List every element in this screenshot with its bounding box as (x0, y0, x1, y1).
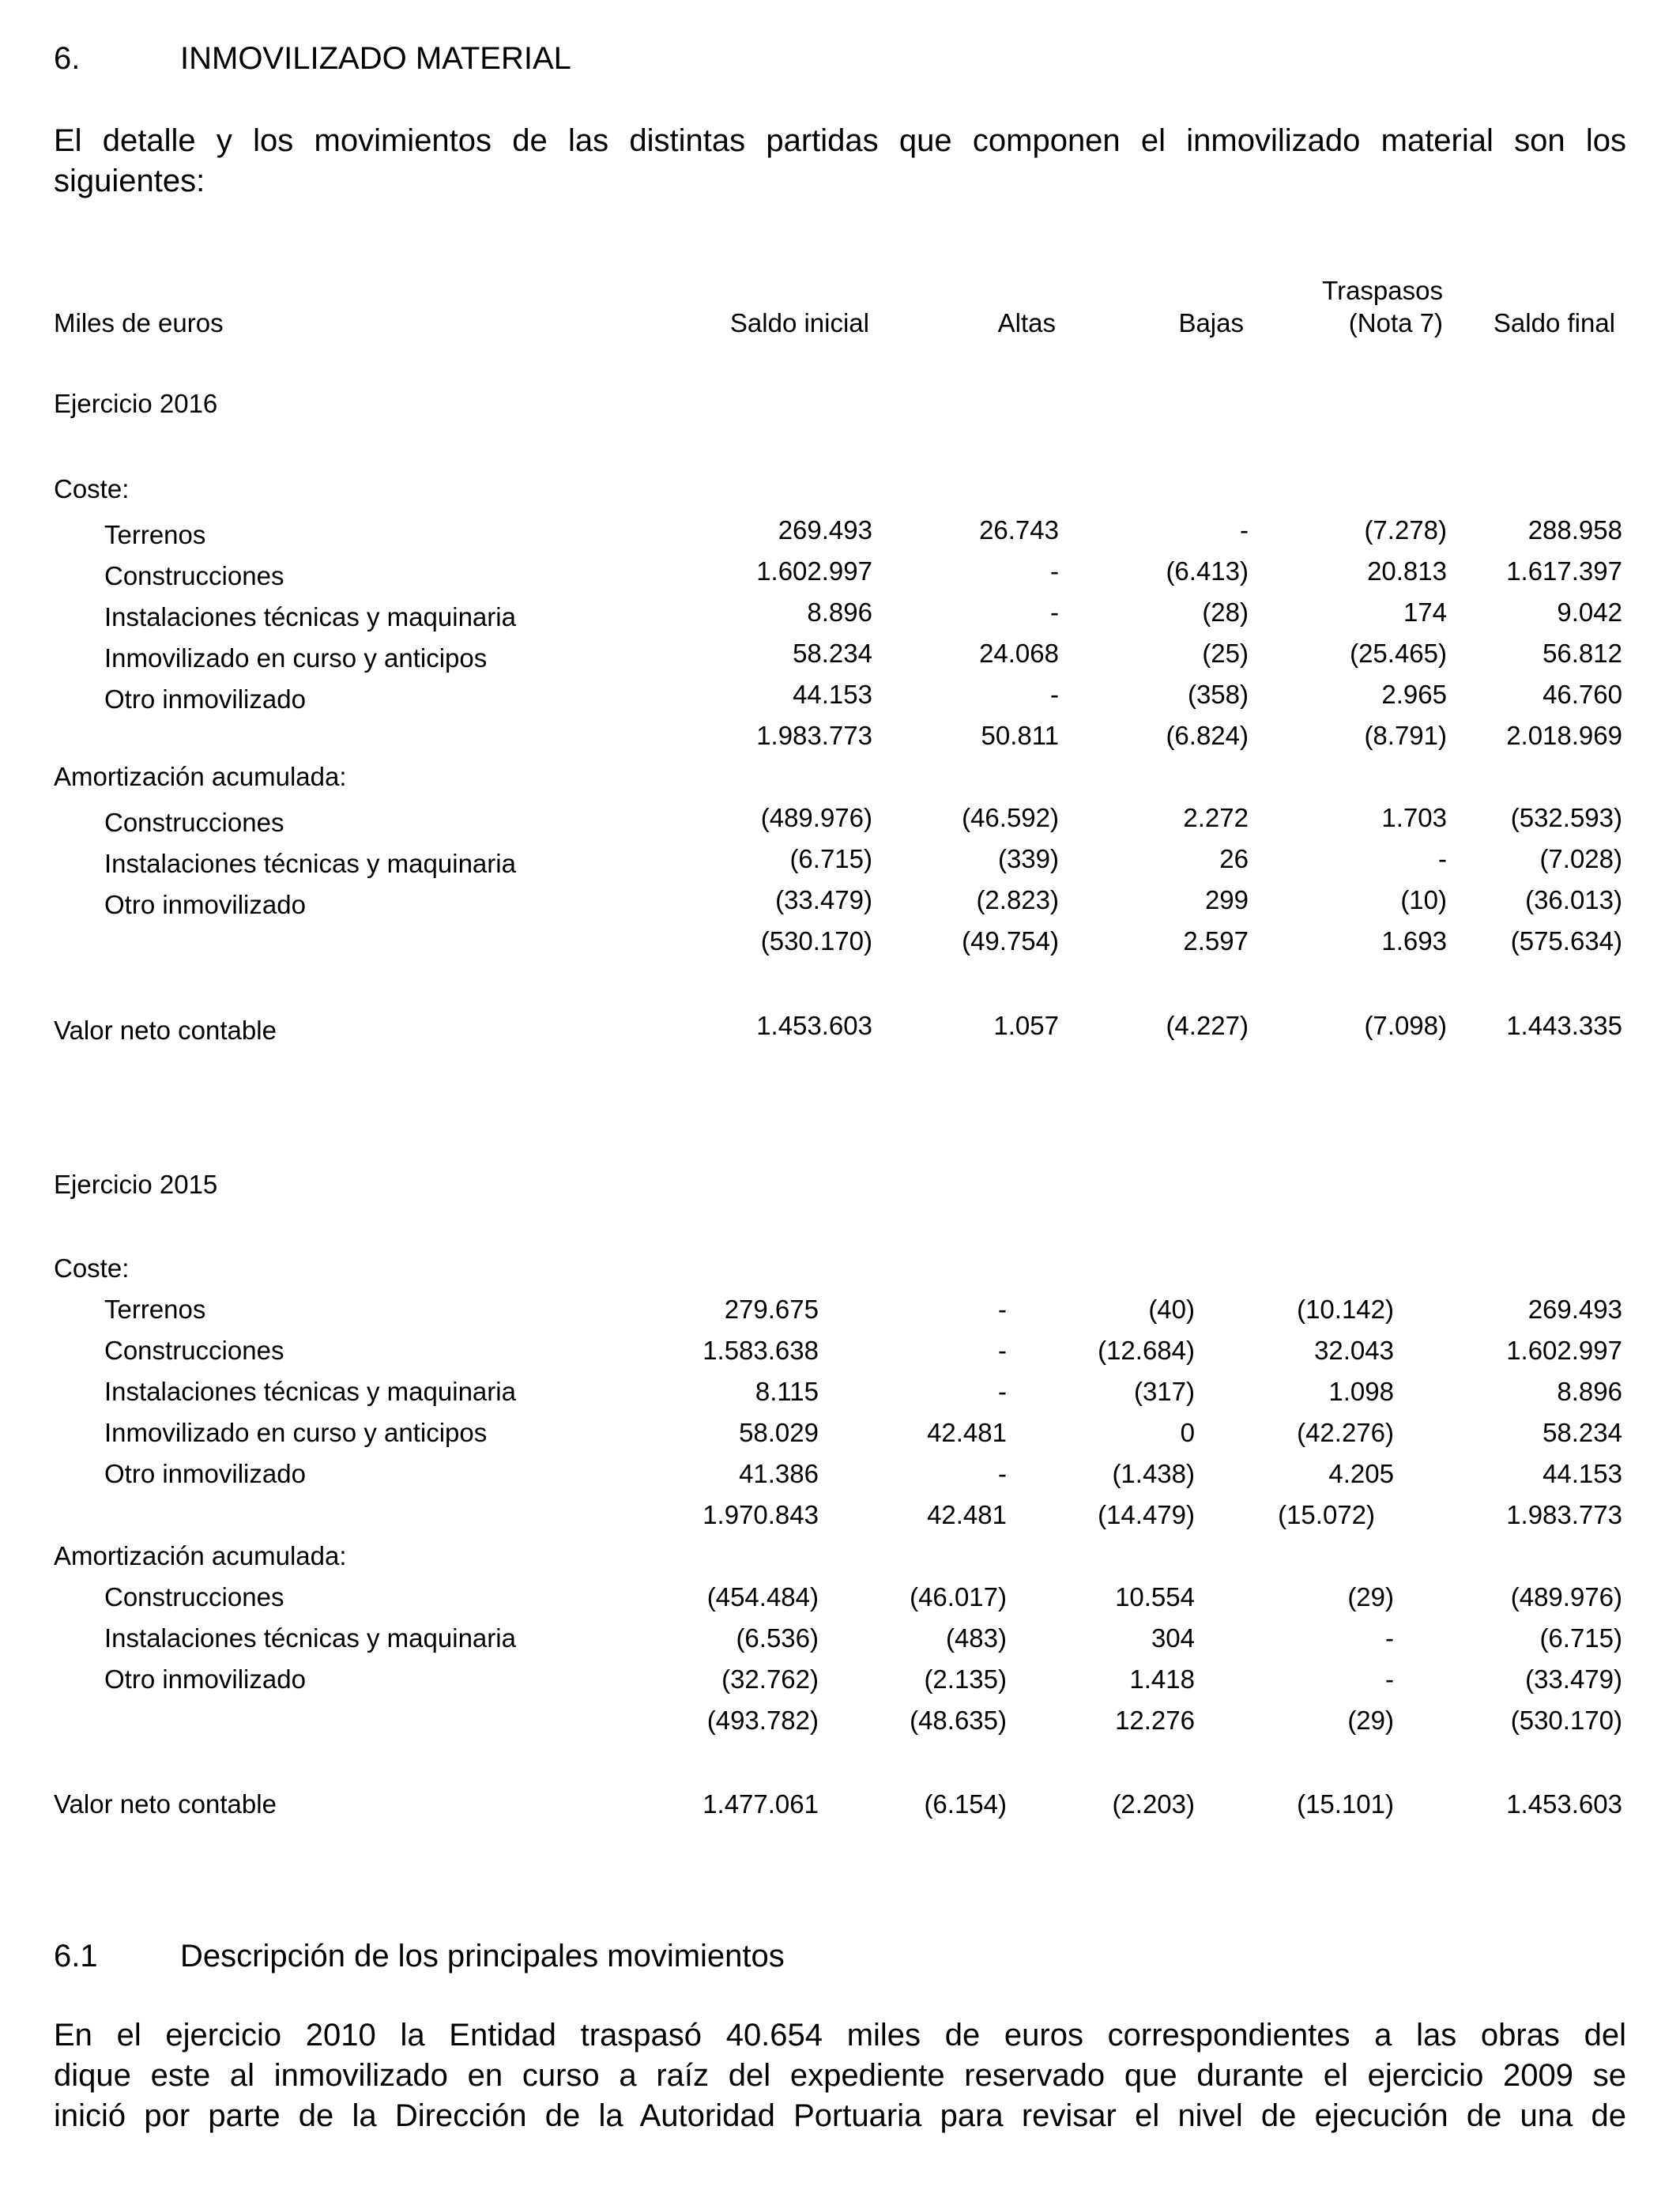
section-number: 6. (54, 41, 81, 76)
row-construcciones-label: Construcciones (104, 561, 284, 590)
row-amort-instalaciones-label: Instalaciones técnicas y maquinaria (104, 849, 516, 878)
row-terrenos-value: (7.278) (1364, 515, 1447, 545)
unit-label: Miles de euros (54, 308, 224, 337)
header-traspasos: Traspasos (1322, 276, 1443, 305)
row-amort-instalaciones-label: Instalaciones técnicas y maquinaria (104, 1623, 516, 1653)
row-otro-inmovilizado-label: Otro inmovilizado (104, 684, 306, 714)
row-instalaciones-value: 9.042 (1557, 598, 1622, 627)
row-construcciones-value: 1.617.397 (1506, 556, 1622, 586)
row-amort-instalaciones-value: - (1438, 844, 1447, 873)
row-amort-instalaciones-value: (7.028) (1539, 844, 1622, 873)
neto-value: (2.203) (1112, 1789, 1195, 1819)
amort-total-value: 12.276 (1115, 1706, 1195, 1735)
intro-line: siguientes: (54, 164, 205, 198)
row-terrenos-value: 279.675 (724, 1295, 819, 1324)
coste-total-value: 2.018.969 (1506, 721, 1622, 750)
row-construcciones-value: (6.413) (1166, 556, 1249, 586)
neto-value: (15.101) (1297, 1789, 1394, 1819)
header-saldo-final: Saldo final (1493, 308, 1615, 337)
row-inmovilizado-curso-value: (25) (1202, 639, 1249, 668)
row-terrenos-value: - (998, 1295, 1007, 1324)
neto-value: (7.098) (1364, 1011, 1447, 1040)
row-amort-otro-label: Otro inmovilizado (104, 1664, 306, 1694)
row-amort-construcciones-value: 2.272 (1183, 803, 1249, 832)
row-amort-otro-value: (2.135) (924, 1664, 1007, 1694)
row-construcciones-value: - (1050, 556, 1059, 586)
row-otro-inmovilizado-value: 44.153 (793, 680, 872, 709)
row-amort-instalaciones-value: - (1385, 1623, 1394, 1653)
header-bajas: Bajas (1178, 308, 1244, 337)
row-amort-construcciones-value: (489.976) (760, 803, 872, 832)
row-amort-otro-value: (2.823) (976, 885, 1059, 914)
neto-value: 1.453.603 (1506, 1789, 1622, 1819)
amortizacion-label: Amortización acumulada: (54, 1541, 347, 1570)
row-inmovilizado-curso-value: (25.465) (1350, 639, 1447, 668)
amort-total-value: (530.170) (1510, 1706, 1622, 1735)
row-amort-otro-value: - (1385, 1664, 1394, 1694)
row-instalaciones-value: 1.098 (1328, 1377, 1394, 1406)
row-otro-inmovilizado-value: 4.205 (1328, 1459, 1394, 1488)
row-construcciones-value: 1.602.997 (1506, 1336, 1622, 1365)
row-amort-instalaciones-value: 26 (1219, 844, 1249, 873)
amort-total-value: 2.597 (1183, 926, 1249, 956)
row-inmovilizado-curso-value: (42.276) (1297, 1418, 1394, 1447)
row-otro-inmovilizado-value: (358) (1187, 680, 1249, 709)
coste-total-value: (8.791) (1364, 721, 1447, 750)
row-construcciones-label: Construcciones (104, 1336, 284, 1365)
amort-total-value: (575.634) (1510, 926, 1622, 956)
row-instalaciones-value: 8.115 (755, 1377, 819, 1406)
row-terrenos-value: 26.743 (979, 515, 1059, 545)
row-inmovilizado-curso-value: 58.029 (739, 1418, 819, 1447)
row-terrenos-value: 269.493 (1527, 1295, 1622, 1324)
row-inmovilizado-curso-value: 58.234 (793, 639, 872, 668)
row-amort-otro-value: 1.418 (1129, 1664, 1195, 1694)
row-terrenos-value: 269.493 (778, 515, 872, 545)
header-altas: Altas (997, 308, 1056, 337)
neto-value: 1.453.603 (756, 1011, 872, 1040)
year-title: Ejercicio 2016 (54, 389, 218, 418)
coste-total-value: (6.824) (1166, 721, 1249, 750)
neto-value: 1.057 (993, 1011, 1059, 1040)
row-instalaciones-value: 174 (1403, 598, 1447, 627)
row-amort-construcciones-value: (454.484) (706, 1582, 819, 1612)
intro-line: El detalle y los movimientos de las distintas partidas que componen el inmovilizado material son los (54, 123, 1626, 158)
row-amort-otro-value: (33.479) (1525, 1664, 1622, 1694)
coste-total-value: (15.072) (1278, 1500, 1375, 1529)
row-amort-otro-value: (32.762) (721, 1664, 819, 1694)
amort-total-value: (530.170) (760, 926, 872, 956)
row-amort-instalaciones-value: (6.715) (1539, 1623, 1622, 1653)
row-construcciones-value: (12.684) (1098, 1336, 1195, 1365)
row-otro-inmovilizado-value: - (1050, 680, 1059, 709)
row-terrenos-label: Terrenos (104, 520, 206, 549)
subsection-title: Descripción de los principales movimientos (180, 1939, 785, 1973)
row-amort-construcciones-value: (489.976) (1510, 1582, 1622, 1612)
row-terrenos-label: Terrenos (104, 1295, 206, 1324)
row-amort-construcciones-label: Construcciones (104, 808, 284, 837)
row-amort-construcciones-value: 10.554 (1115, 1582, 1195, 1612)
neto-label: Valor neto contable (54, 1016, 277, 1045)
subsection-number: 6.1 (54, 1939, 98, 1973)
row-amort-otro-label: Otro inmovilizado (104, 890, 306, 919)
row-inmovilizado-curso-value: 42.481 (927, 1418, 1007, 1447)
closing-line: En el ejercicio 2010 la Entidad traspasó 40.654 miles de euros correspondientes a las obras del (54, 2018, 1626, 2053)
row-construcciones-value: 32.043 (1314, 1336, 1394, 1365)
closing-line: dique este al inmovilizado en curso a raíz del expediente reservado que durante el ejercicio 2009 se (54, 2058, 1626, 2093)
row-instalaciones-value: (317) (1133, 1377, 1195, 1406)
neto-value: (6.154) (924, 1789, 1007, 1819)
row-amort-otro-value: 299 (1204, 885, 1249, 914)
row-otro-inmovilizado-value: 2.965 (1381, 680, 1447, 709)
year-title: Ejercicio 2015 (54, 1170, 218, 1199)
row-otro-inmovilizado-label: Otro inmovilizado (104, 1459, 306, 1488)
row-amort-instalaciones-value: (483) (945, 1623, 1007, 1653)
row-construcciones-value: 1.583.638 (703, 1336, 819, 1365)
coste-label: Coste: (54, 474, 130, 503)
row-instalaciones-value: 8.896 (1557, 1377, 1622, 1406)
row-instalaciones-value: - (998, 1377, 1007, 1406)
row-amort-construcciones-value: (46.017) (910, 1582, 1007, 1612)
row-instalaciones-label: Instalaciones técnicas y maquinaria (104, 602, 516, 631)
row-terrenos-value: (40) (1148, 1295, 1195, 1324)
row-amort-construcciones-value: 1.703 (1381, 803, 1447, 832)
row-otro-inmovilizado-value: (1.438) (1112, 1459, 1195, 1488)
row-terrenos-value: - (1240, 515, 1249, 545)
header-saldo-inicial: Saldo inicial (729, 308, 869, 337)
row-construcciones-value: 20.813 (1367, 556, 1447, 586)
amort-total-value: (493.782) (706, 1706, 819, 1735)
neto-value: 1.443.335 (1506, 1011, 1622, 1040)
row-otro-inmovilizado-value: - (998, 1459, 1007, 1488)
row-amort-instalaciones-value: 304 (1151, 1623, 1195, 1653)
row-amort-otro-value: (36.013) (1525, 885, 1622, 914)
amortizacion-label: Amortización acumulada: (54, 762, 347, 791)
neto-label: Valor neto contable (54, 1789, 277, 1819)
row-otro-inmovilizado-value: 46.760 (1543, 680, 1622, 709)
row-amort-otro-value: (10) (1400, 885, 1447, 914)
row-amort-instalaciones-value: (6.715) (789, 844, 872, 873)
row-inmovilizado-curso-value: 0 (1180, 1418, 1195, 1447)
row-instalaciones-value: (28) (1202, 598, 1249, 627)
amort-total-value: (29) (1347, 1706, 1394, 1735)
row-terrenos-value: (10.142) (1297, 1295, 1394, 1324)
row-amort-construcciones-value: (46.592) (962, 803, 1059, 832)
neto-value: (4.227) (1166, 1011, 1249, 1040)
section-title: INMOVILIZADO MATERIAL (180, 41, 571, 76)
row-instalaciones-value: - (1050, 598, 1059, 627)
row-instalaciones-value: 8.896 (807, 598, 872, 627)
row-amort-instalaciones-value: (6.536) (736, 1623, 819, 1653)
amort-total-value: (49.754) (962, 926, 1059, 956)
closing-line: inició por parte de la Dirección de la Autoridad Portuaria para revisar el nivel de ejecución de una de (54, 2098, 1626, 2133)
row-amort-construcciones-value: (532.593) (1510, 803, 1622, 832)
row-inmovilizado-curso-value: 58.234 (1543, 1418, 1622, 1447)
row-terrenos-value: 288.958 (1527, 515, 1622, 545)
coste-total-value: 1.970.843 (703, 1500, 819, 1529)
coste-total-value: 50.811 (981, 721, 1059, 750)
row-inmovilizado-curso-value: 24.068 (979, 639, 1059, 668)
neto-value: 1.477.061 (703, 1789, 819, 1819)
row-construcciones-value: - (998, 1336, 1007, 1365)
coste-label: Coste: (54, 1253, 130, 1283)
row-amort-otro-value: (33.479) (775, 885, 872, 914)
row-construcciones-value: 1.602.997 (756, 556, 872, 586)
amort-total-value: 1.693 (1381, 926, 1447, 956)
row-inmovilizado-curso-value: 56.812 (1543, 639, 1622, 668)
row-amort-instalaciones-value: (339) (997, 844, 1059, 873)
coste-total-value: 1.983.773 (756, 721, 872, 750)
row-inmovilizado-curso-label: Inmovilizado en curso y anticipos (104, 1418, 488, 1447)
coste-total-value: 1.983.773 (1506, 1500, 1622, 1529)
row-amort-construcciones-value: (29) (1347, 1582, 1394, 1612)
row-inmovilizado-curso-label: Inmovilizado en curso y anticipos (104, 643, 488, 673)
amort-total-value: (48.635) (910, 1706, 1007, 1735)
closing-paragraph (54, 2015, 1626, 2136)
row-amort-construcciones-label: Construcciones (104, 1582, 284, 1612)
row-instalaciones-label: Instalaciones técnicas y maquinaria (104, 1377, 516, 1406)
coste-total-value: 42.481 (927, 1500, 1007, 1529)
coste-total-value: (14.479) (1098, 1500, 1195, 1529)
header-nota: (Nota 7) (1348, 308, 1443, 337)
intro-paragraph (54, 121, 1626, 202)
row-otro-inmovilizado-value: 41.386 (739, 1459, 819, 1488)
row-otro-inmovilizado-value: 44.153 (1543, 1459, 1622, 1488)
